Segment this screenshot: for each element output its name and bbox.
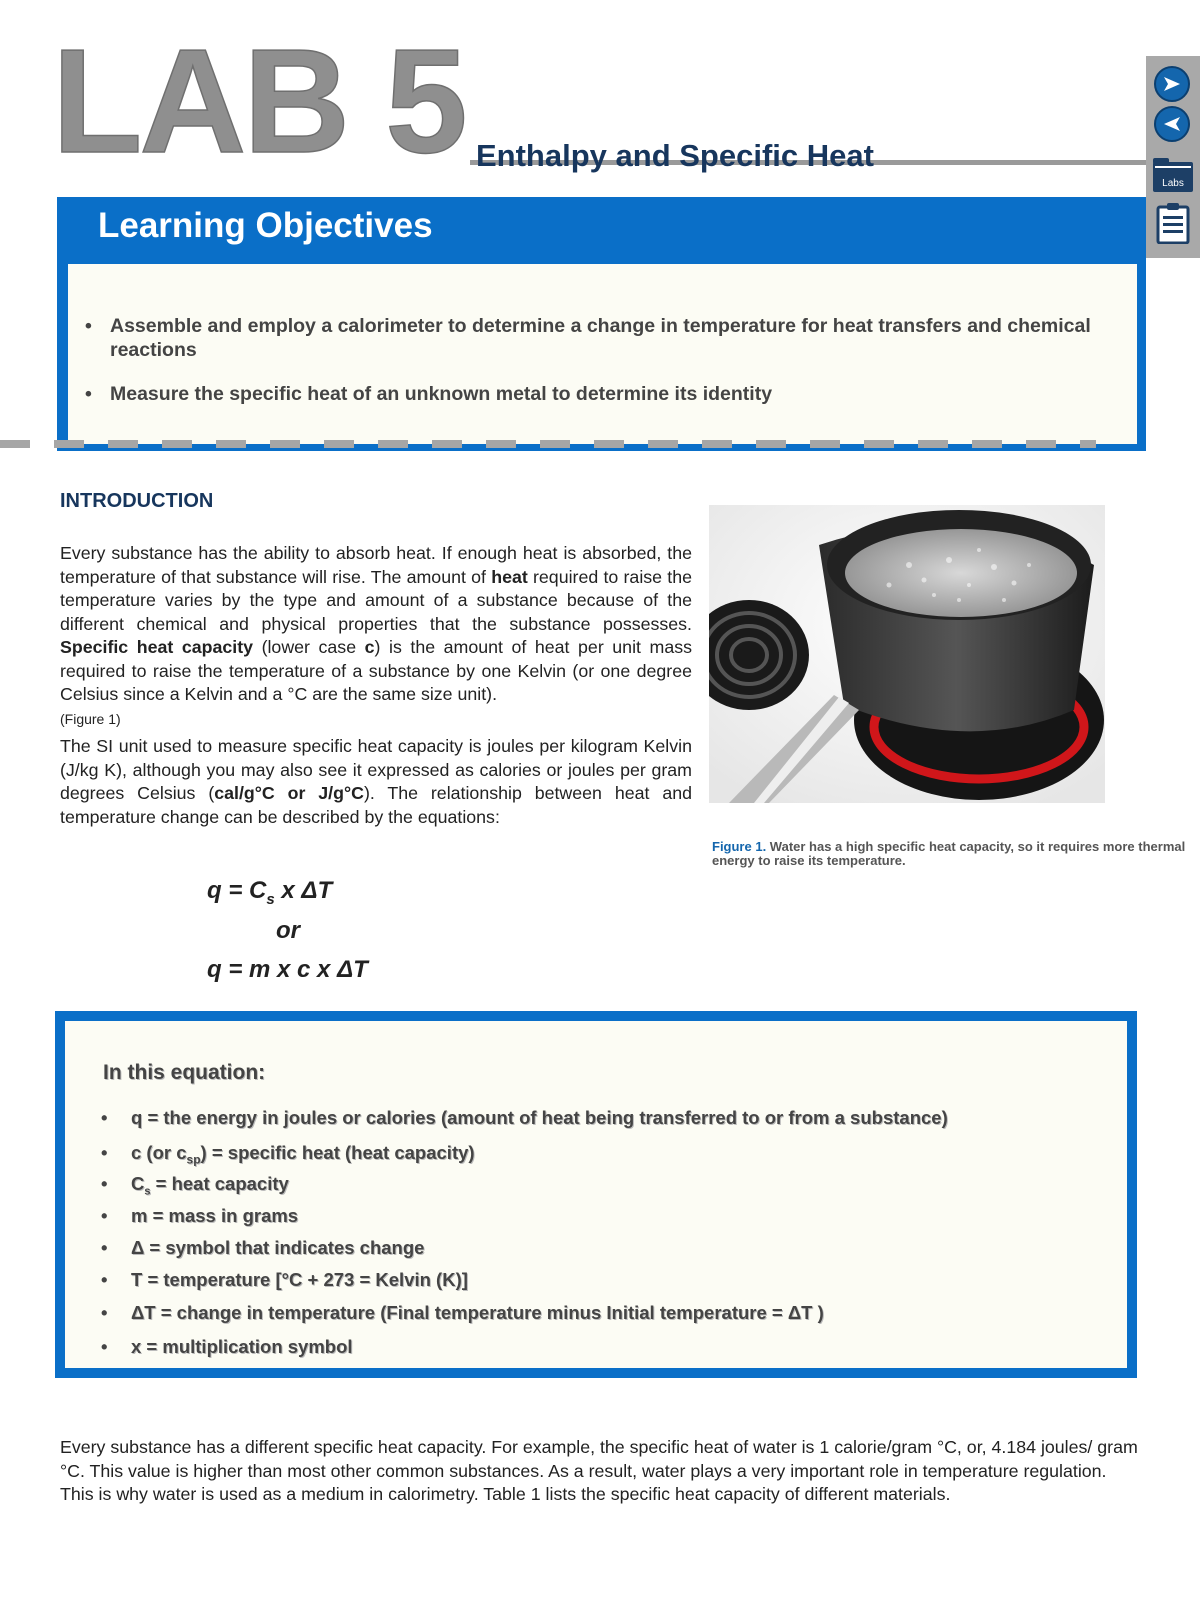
- objective-text: Assemble and employ a calorimeter to determine a change in temperature for heat transfers and chemical reactions: [110, 315, 1091, 361]
- definition-text: T = temperature [°C + 273 = Kelvin (K)]: [131, 1269, 468, 1290]
- bold-units: cal/g°C or J/g°C: [214, 783, 364, 803]
- definition-text: ) = specific heat (heat capacity): [200, 1142, 475, 1163]
- intro-paragraph-2: [60, 735, 692, 829]
- bullet: •: [101, 1302, 108, 1323]
- bold-term-c: c: [364, 637, 375, 657]
- bold-term-heat: heat: [491, 566, 528, 587]
- text-run: ). The relationship between heat and temperature change can be described by the equations:: [60, 783, 692, 827]
- clipboard-button[interactable]: [1156, 202, 1190, 244]
- equation-definitions-panel: [65, 1021, 1127, 1368]
- definitions-heading: In this equation:: [103, 1061, 266, 1084]
- objective-item: [85, 314, 1120, 362]
- definition-text: ΔT = change in temperature (Final temperature minus Initial temperature = ΔT ): [131, 1302, 824, 1323]
- definition-item: [101, 1173, 289, 1198]
- bullet: •: [101, 1237, 108, 1258]
- objective-text: Measure the specific heat of an unknown metal to determine its identity: [110, 383, 773, 405]
- text-run: Every substance has the ability to absorb heat. If enough heat is absorbed, the temperature of that substance will rise. The amount of: [60, 543, 692, 587]
- learning-objectives-panel: [68, 264, 1137, 444]
- text-run: The SI unit used to measure specific heat capacity is joules per kilogram Kelvin (J/kg K), although you may also see it expressed as calories or joules per gram degrees Celsius (: [60, 736, 692, 803]
- definition-text: q = the energy in joules or calories (amount of heat being transferred to or from a substance): [131, 1107, 948, 1128]
- objective-item: [85, 382, 1120, 406]
- definition-item: [101, 1107, 948, 1129]
- definition-item: [101, 1302, 824, 1324]
- bullet: •: [85, 383, 92, 405]
- back-arrow-icon: [1162, 114, 1182, 134]
- figure-1-caption: [712, 840, 1192, 868]
- definition-item: [101, 1142, 475, 1167]
- definition-text: Δ = symbol that indicates change: [131, 1237, 425, 1258]
- figure-label: Figure 1.: [712, 839, 767, 854]
- figure-caption-text: Water has a high specific heat capacity, so it requires more thermal energy to raise its temperature.: [712, 839, 1186, 868]
- definition-item: [101, 1269, 468, 1291]
- text-run: required to raise the temperature varies by the type and amount of a substance because of the different chemical and physical properties that the substance possesses.: [60, 566, 692, 634]
- definition-subscript: s: [144, 1185, 151, 1198]
- definition-item: [101, 1336, 353, 1358]
- introduction-heading: INTRODUCTION: [60, 490, 214, 512]
- bullet: •: [101, 1269, 108, 1290]
- definition-text: = heat capacity: [150, 1173, 289, 1194]
- text-run: (lower case: [253, 637, 365, 657]
- definition-text: x = multiplication symbol: [131, 1336, 353, 1357]
- bullet: •: [101, 1107, 108, 1128]
- equation-definitions-box: [55, 1011, 1137, 1378]
- labs-button[interactable]: [1152, 154, 1194, 194]
- next-button[interactable]: [1154, 66, 1190, 102]
- learning-objectives-title: Learning Objectives: [98, 206, 433, 245]
- specific-heat-paragraph: Every substance has a different specific heat capacity. For example, the specific heat of water is 1 calorie/gram °C, or, 4.184 joules/ gram °C. This value is higher than most other common substances. As a result, water plays a very important role in temperature regulation. This is why water is used as a medium in calorimetry. Table 1 lists the specific heat capacity of different materials.: [60, 1437, 1138, 1504]
- eq-part: x ΔT: [274, 877, 333, 904]
- labs-label: Labs: [1162, 178, 1184, 189]
- intro-paragraph-1: [60, 542, 692, 731]
- equation-1: [207, 877, 332, 908]
- nav-rail: [1146, 56, 1200, 258]
- bullet: •: [101, 1173, 108, 1194]
- eq-subscript: s: [266, 890, 275, 908]
- eq-part: q = C: [207, 877, 267, 904]
- dashed-divider: [0, 440, 1096, 448]
- equation-2: q = m x c x ΔT: [207, 956, 368, 983]
- definition-text: C: [131, 1173, 145, 1194]
- clipboard-icon: [1156, 202, 1190, 244]
- text-run: ) is the amount of heat per unit mass required to raise the temperature of a substance by one Kelvin (or one degree Celsius since a Kelvin and a °C are the same size unit).: [60, 637, 692, 704]
- equation-or: or: [276, 917, 300, 944]
- definition-text: m = mass in grams: [131, 1205, 299, 1226]
- bold-term-specific-heat-capacity: Specific heat capacity: [60, 637, 254, 657]
- bullet: •: [101, 1205, 108, 1226]
- next-arrow-icon: [1162, 74, 1182, 94]
- bullet: •: [101, 1336, 108, 1357]
- bullet: •: [85, 315, 92, 337]
- definition-subscript: sp: [186, 1152, 201, 1167]
- definition-item: [101, 1205, 299, 1227]
- lab-number: LAB 5: [52, 19, 465, 184]
- lab-subtitle: Enthalpy and Specific Heat: [476, 138, 874, 173]
- figure-reference: (Figure 1): [60, 710, 121, 727]
- definition-text: c (or c: [131, 1142, 187, 1163]
- back-button[interactable]: [1154, 106, 1190, 142]
- definition-item: [101, 1237, 425, 1259]
- bullet: •: [101, 1142, 108, 1163]
- figure-1-photo: [709, 505, 1105, 803]
